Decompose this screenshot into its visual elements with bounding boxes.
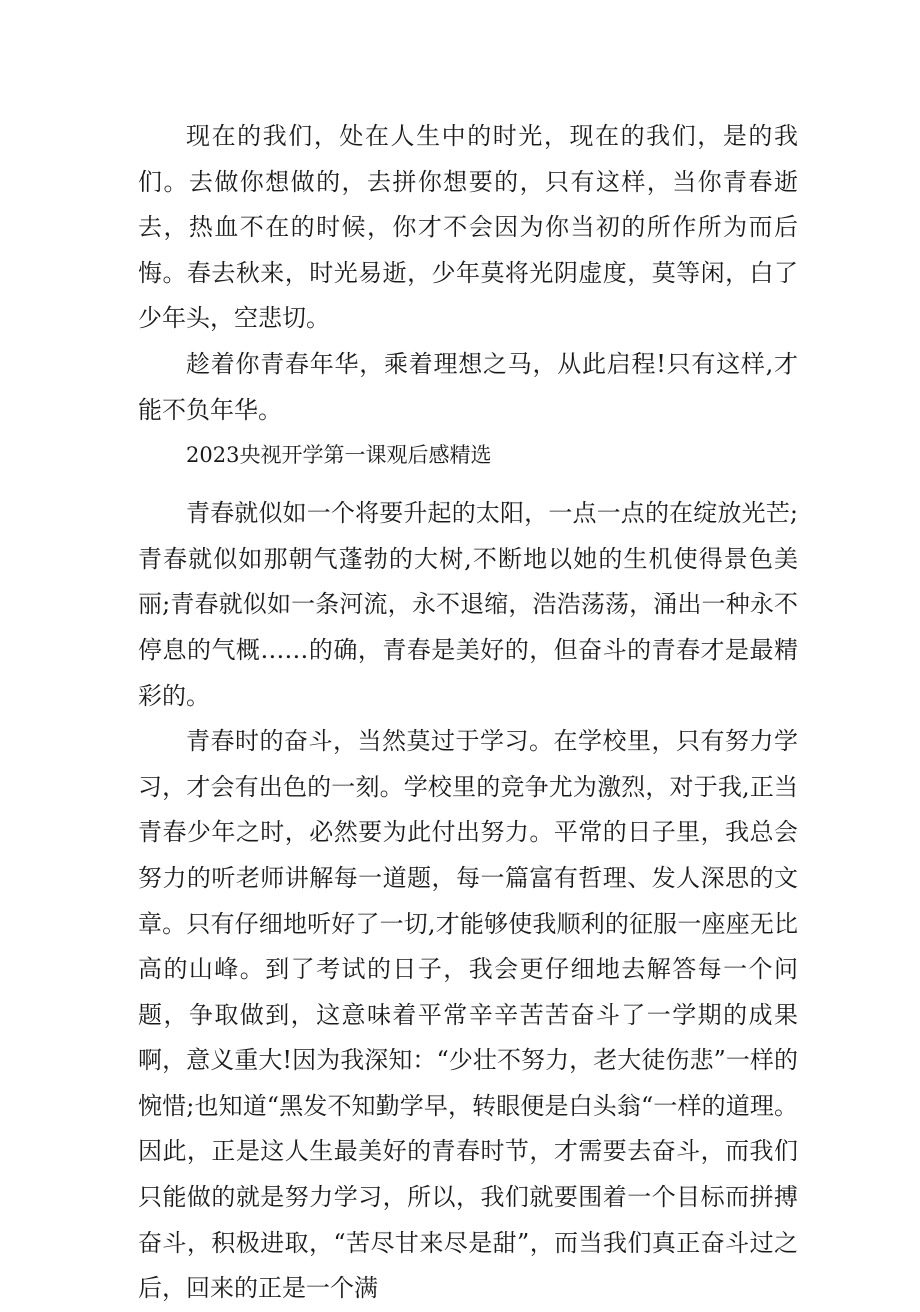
body-paragraph-2: 青春时的奋斗，当然莫过于学习。在学校里，只有努力学习，才会有出色的一刻。学校里的竞争尤为激烈，对于我,正当青春少年之时，必然要为此付出努力。平常的日子里，我总会努力的听老师讲解每一道题，每一篇富有哲理、发人深思的文章。只有仔细地听好了一切,才能够使我顺利的征服一座座无比高的山峰。到了考试的日子，我会更仔细地去解答每一个问题，争取做到，这意味着平常辛辛苦苦奋斗了一学期的成果啊，意义重大!因为我深知：“少壮不努力，老大徒伤悲”一样的惋惜;也知道“黑发不知勤学早，转眼便是白头翁“一样的道理。因此，正是这人生最美好的青春时节，才需要去奋斗，而我们只能做的就是努力学习，所以，我们就要围着一个目标而拼搏奋斗，积极进取，“苦尽甘来尽是甜”，而当我们真正奋斗过之后，回来的正是一个满 xyxy=(138,727,798,1303)
document-body xyxy=(138,114,798,1312)
intro-paragraph-1: 现在的我们，处在人生中的时光，现在的我们，是的我们。去做你想做的，去拼你想要的，只有这样，当你青春逝去，热血不在的时候，你才不会因为你当初的所作所为而后悔。春去秋来，时光易逝，少年莫将光阴虚度，莫等闲，白了少年头，空悲切。 xyxy=(138,122,798,333)
body-paragraph-1: 青春就似如一个将要升起的太阳，一点一点的在绽放光芒;青春就似如那朝气蓬勃的大树,不断地以她的生机使得景色美丽;青春就似如一条河流，永不退缩，浩浩荡荡，涌出一种永不停息的气概……的确，青春是美好的，但奋斗的青春才是最精彩的。 xyxy=(138,499,798,710)
section-title: 2023央视开学第一课观后感精选 xyxy=(186,443,492,468)
intro-paragraph-2: 趁着你青春年华，乘着理想之马，从此启程!只有这样,才能不负年华。 xyxy=(138,349,798,424)
